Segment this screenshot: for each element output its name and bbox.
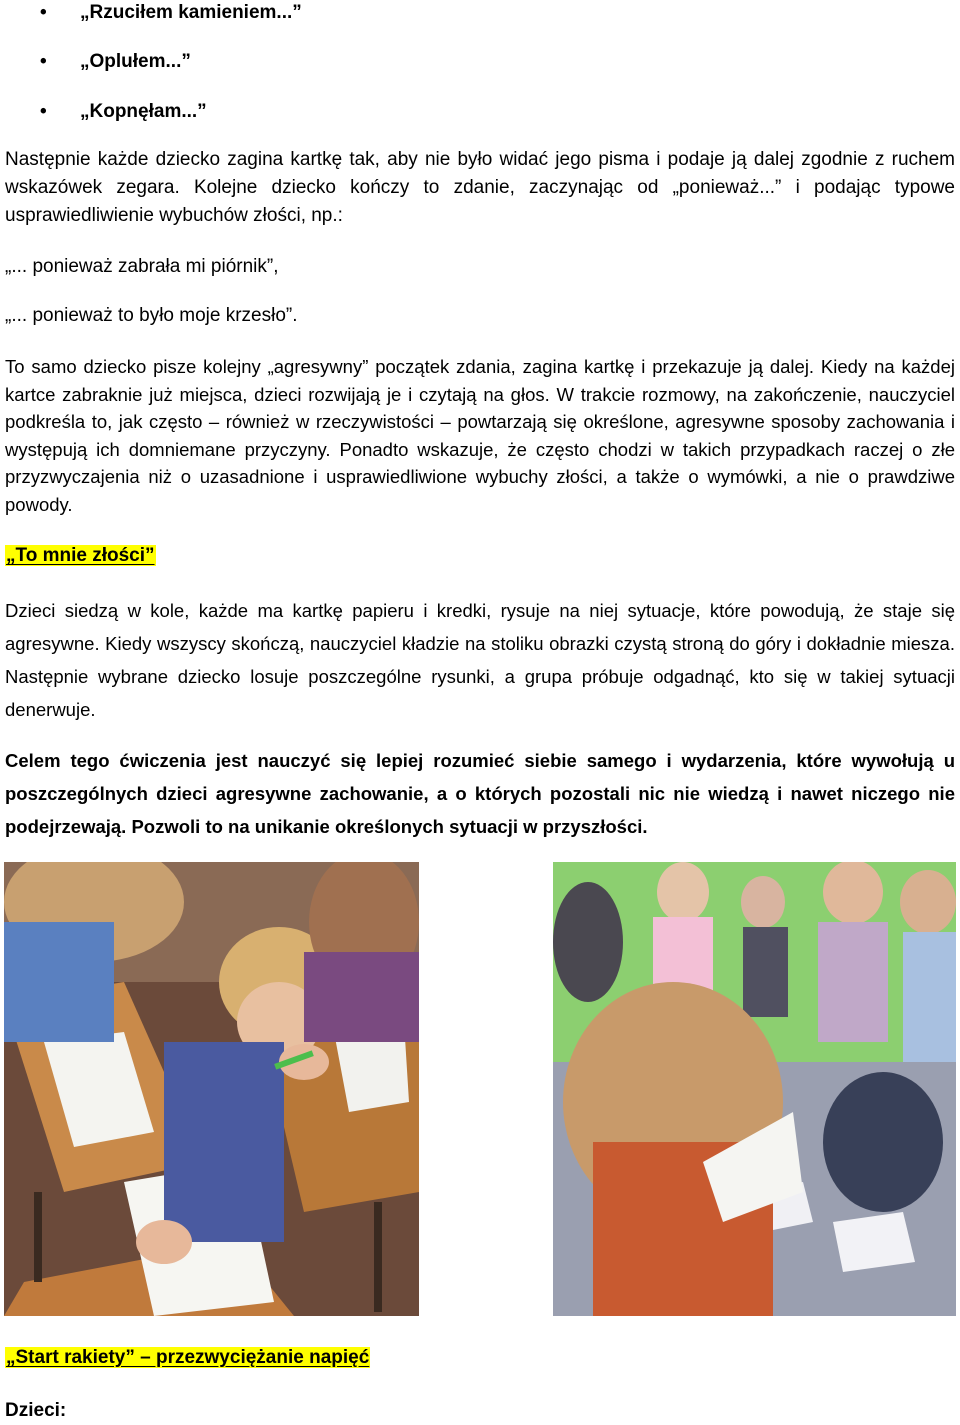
photo-children-drawing [4, 862, 419, 1316]
bullet-marker: • [40, 2, 47, 23]
photo-illustration [4, 862, 419, 1316]
bullet-marker: • [40, 101, 47, 122]
bullet-marker: • [40, 51, 47, 72]
example-line: „... ponieważ zabrała mi piórnik”, [5, 256, 279, 277]
paragraph-discussion: To samo dziecko pisze kolejny „agresywny” początek zdania, zagina kartkę i przekazuje ją dalej. Kiedy na każdej kartce zabraknie już miejsca, dzieci rozwijają je i czytają na głos. W trakcie rozmowy, na zakończenie, nauczyciel podkreśla to, jak często – również w rzeczywistości – powtarzają się określone, agresywne sposoby zachowania i występują ich domniemane przyczyny. Ponadto wskazuje, że często chodzi w takich przypadkach raczej o złe przyzwyczajenia niż o uzasadnione i usprawiedliwione wybuchy złości, a także o wymówki, a nie o prawdziwe powody. [5, 356, 955, 515]
section-title-text: „To mnie złości” [6, 545, 155, 566]
label-children: Dzieci: [5, 1400, 67, 1421]
section-title-text: „Start rakiety” – przezwyciężanie napięć [6, 1347, 370, 1368]
bullet-text: „Rzuciłem kamieniem...” [80, 2, 302, 23]
photo-children-circle [553, 862, 956, 1316]
bullet-text: „Kopnęłam...” [80, 101, 207, 122]
photo-illustration [553, 862, 956, 1316]
bullet-text: „Oplułem...” [80, 51, 191, 72]
example-line: „... ponieważ to było moje krzesło”. [5, 305, 298, 326]
section-title [5, 1344, 370, 1372]
section-title [5, 542, 156, 570]
paragraph-instructions: Następnie każde dziecko zagina kartkę tak, aby nie było widać jego pisma i podaje ją dalej zgodnie z ruchem wskazówek zegara. Kolejne dziecko kończy to zdanie, zaczynając od „ponieważ...” i podając typowe usprawiedliwienie wybuchów złości, np.: [5, 149, 955, 226]
paragraph-goal: Celem tego ćwiczenia jest nauczyć się lepiej rozumieć siebie samego i wydarzenia, które wywołują u poszczególnych dzieci agresywne zachowanie, a o których pozostali nic nie wiedzą i nawet niczego nie podejrzewają. Pozwoli to na unikanie określonych sytuacji w przyszłości. [5, 750, 955, 837]
paragraph-exercise: Dzieci siedzą w kole, każde ma kartkę papieru i kredki, rysuje na niej sytuacje, które powodują, że staje się agresywne. Kiedy wszyscy skończą, nauczyciel kładzie na stoliku obrazki czystą stroną do góry i dokładnie miesza. Następnie wybrane dziecko losuje poszczególne rysunki, a grupa próbuje odgadnąć, kto się w takiej sytuacji denerwuje. [5, 600, 955, 720]
